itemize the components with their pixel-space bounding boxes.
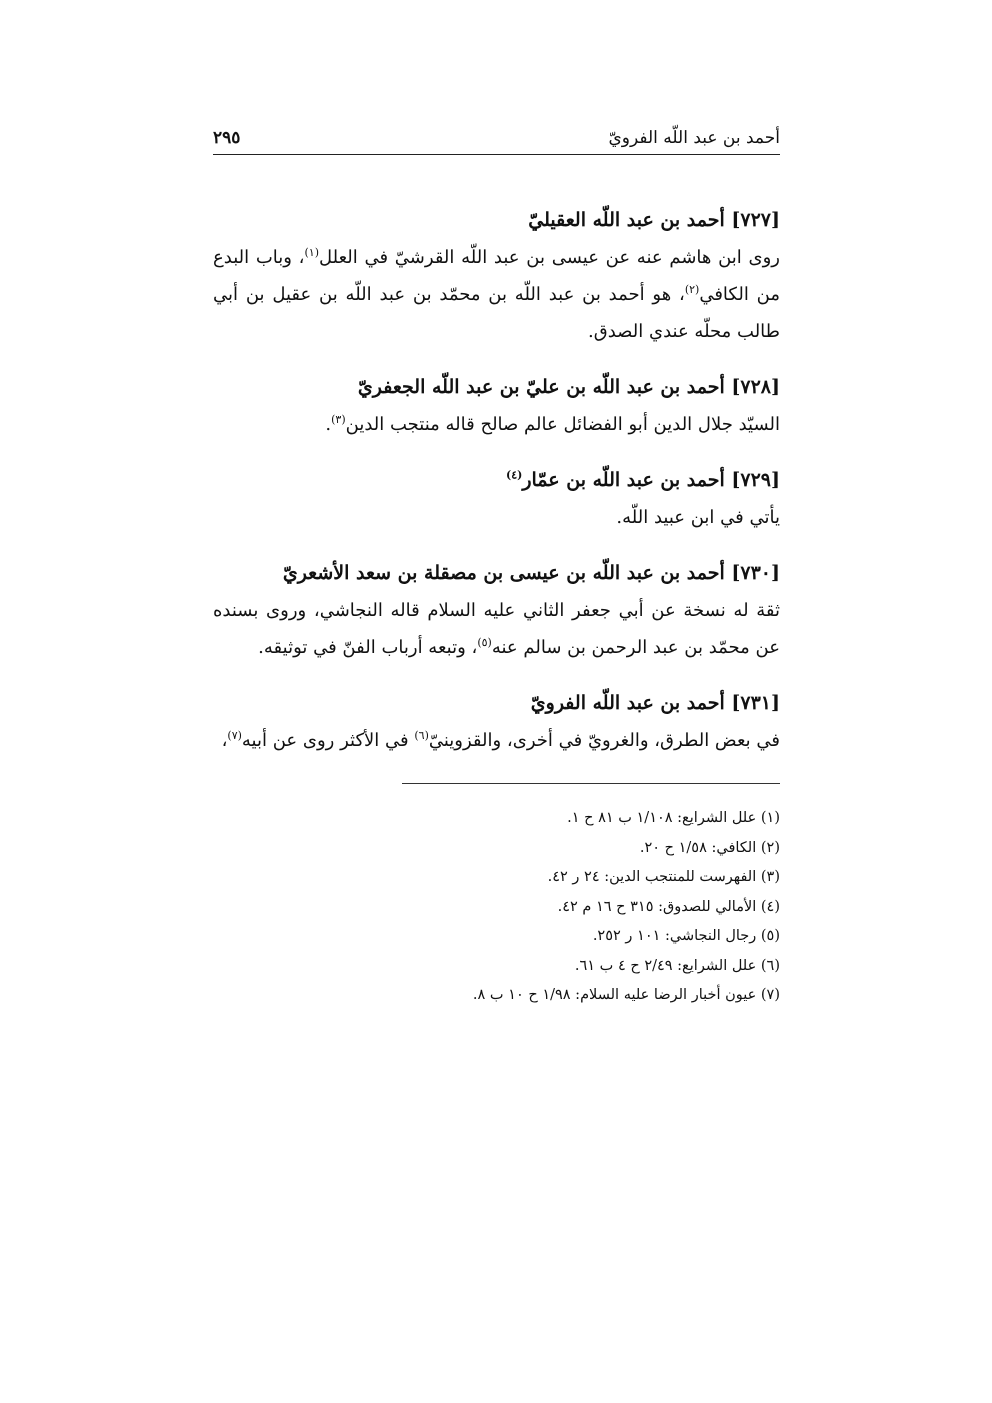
footnote: (٣) الفهرست للمنتجب الدين: ٢٤ ر ٤٢. (547, 869, 780, 885)
main-text (213, 201, 780, 759)
footnotes (213, 804, 780, 1011)
footnote: (٥) رجال النجاشي: ١٠١ ر ٢٥٢. (592, 928, 780, 944)
footnote-ref[interactable]: (٧) (227, 729, 242, 742)
entry-title: [٧٢٧] أحمد بن عبد اللّه العقيليّ (528, 209, 780, 231)
running-title: أحمد بن عبد اللّه الفرويّ (608, 128, 780, 148)
footnote-ref[interactable]: (٤) (505, 468, 523, 482)
footnote-ref[interactable]: (٦) (414, 729, 429, 742)
entry-title: [٧٢٩] أحمد بن عبد اللّه بن عمّار$^{(٤)}$ (505, 468, 780, 491)
biography-entry (213, 461, 780, 536)
footnote-ref[interactable]: (٥) (477, 636, 492, 649)
footnote: (٢) الكافي: ١/٥٨ ح ٢٠. (639, 839, 780, 856)
footnote-ref[interactable]: (١) (304, 246, 319, 259)
biography-entry (213, 554, 780, 666)
footnote: (٦) علل الشرايع: ٢/٤٩ ح ٤ ب ٦١. (574, 957, 780, 974)
footnote: (١) علل الشرايع: ١/١٠٨ ب ٨١ ح ١. (567, 810, 780, 826)
entry-title: [٧٣١] أحمد بن عبد اللّه الفرويّ (530, 692, 780, 714)
entry-text: السيّد جلال الدين أبو الفضائل عالم صالح قاله منتجب الدين$^{(٣)}$. (325, 413, 780, 435)
footnote: (٤) الأمالي للصدوق: ٣١٥ ح ١٦ م ٤٢. (557, 898, 780, 915)
running-header (213, 118, 780, 155)
biography-entry (213, 684, 780, 759)
entry-text: روى ابن هاشم عنه عن عيسى بن عبد اللّه القرشيّ في العلل$^{(١)}$، وباب البدع من الكافي$^{(٢)}$، هو أحمد بن عبد اللّه بن محمّد بن عبد اللّه بن عقيل بن أبي طالب محلّه عندي الصدق. (213, 246, 780, 342)
entry-title: [٧٢٨] أحمد بن عبد اللّه بن عليّ بن عبد اللّه الجعفريّ (357, 376, 780, 398)
footnote-ref[interactable]: (٣) (331, 413, 346, 426)
footnote-divider (402, 783, 780, 784)
page-number: ٢٩٥ (213, 128, 241, 148)
footnote-ref[interactable]: (٢) (684, 283, 700, 296)
entry-text: في بعض الطرق، والغرويّ في أخرى، والقزوينيّ$^{(٦)}$ في الأكثر روى عن أبيه$^{(٧)}$، (221, 729, 780, 751)
biography-entry (213, 368, 780, 443)
entry-text: يأتي في ابن عبيد اللّه. (616, 507, 780, 528)
entry-text: ثقة له نسخة عن أبي جعفر الثاني عليه السلام قاله النجاشي، وروى بسنده عن محمّد بن عبد الرحمن بن سالم عنه$^{(٥)}$، وتبعه أرباب الفنّ في توثيقه. (213, 600, 780, 658)
footnote: (٧) عيون أخبار الرضا عليه السلام: ١/٩٨ ح ١٠ ب ٨. (472, 987, 780, 1003)
biography-entry (213, 201, 780, 350)
entry-title: [٧٣٠] أحمد بن عبد اللّه بن عيسى بن مصقلة بن سعد الأشعريّ (282, 562, 780, 584)
document-page (213, 118, 780, 1011)
